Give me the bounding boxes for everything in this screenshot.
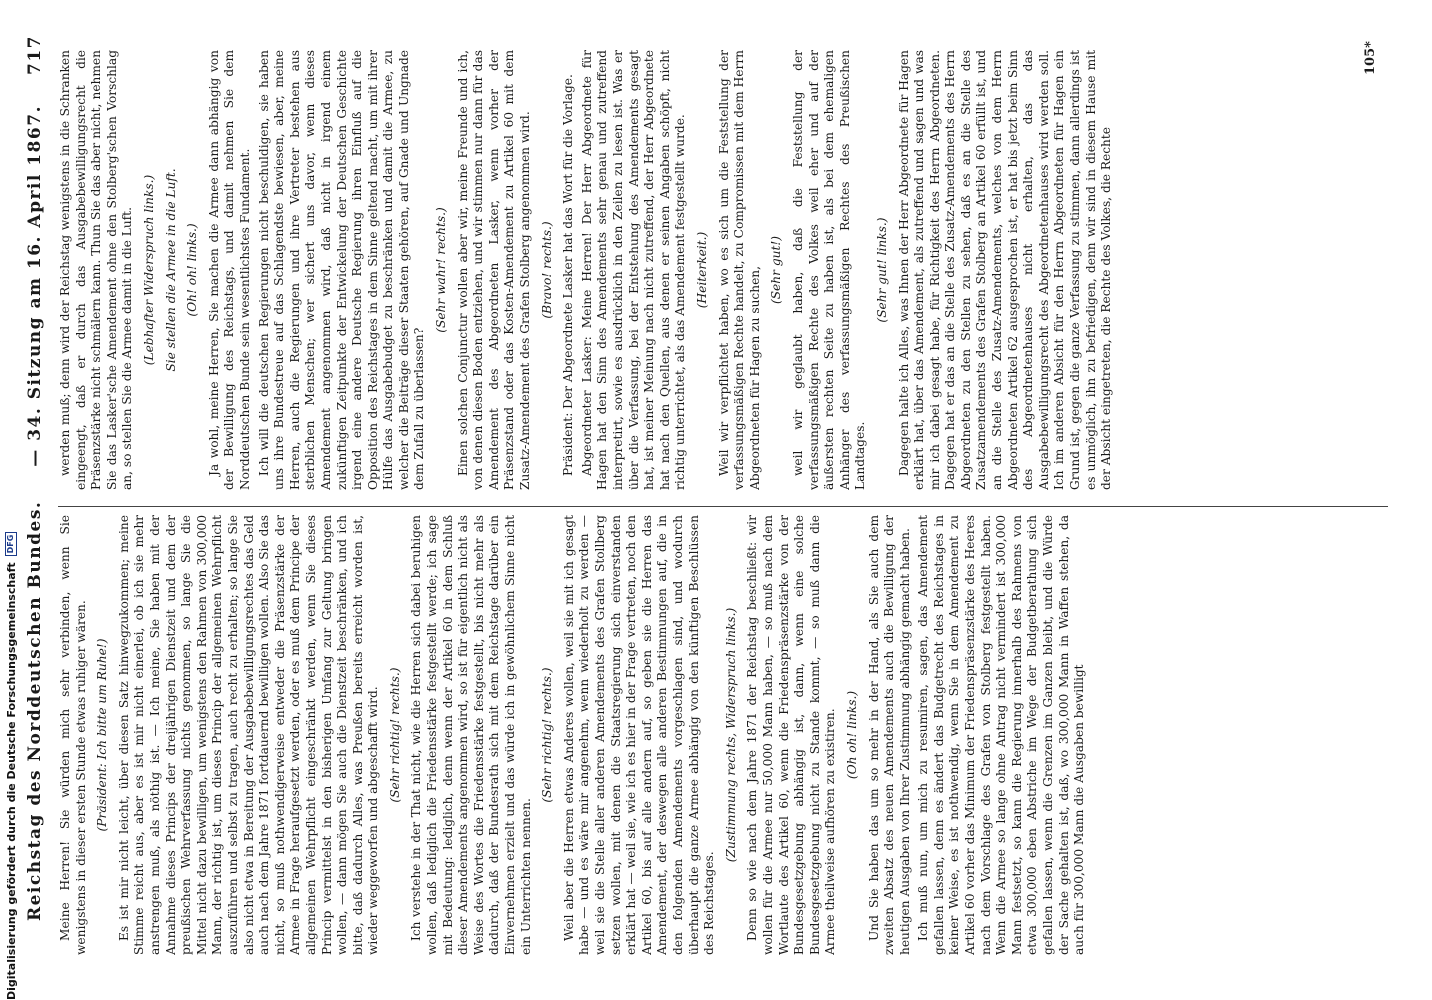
interjection-note: (Präsident: Ich bitte um Ruhe!) bbox=[95, 638, 110, 832]
running-header bbox=[18, 35, 52, 955]
body-paragraph: Abgeordneter Lasker: Meine Herren! Der Herr Abgeordnete für Hagen hat den Sinn des Amendements sehr genau und zutreffend interpretirt, sowie es ausdrücklich in den Zeilen zu lesen ist. Was er über die Verfassung, bei der Entstehung des Amendements gesagt hat, ist meiner Meinung nach nicht zutreffend, der Herr Abgeordnete hat nach den Quellen, aus denen er seinen Angaben schöpft, nicht richtig unterrichtet, als das Amendement festgestellt wurde. bbox=[579, 50, 688, 490]
interjection-note: (Lebhafter Widerspruch links.) bbox=[141, 174, 156, 366]
interjection-note: (Heiterkeit.) bbox=[694, 231, 709, 309]
interjection-note: (Sehr gut! links.) bbox=[874, 217, 889, 323]
interjection-note: (Sehr gut!) bbox=[769, 235, 784, 305]
body-paragraph: weil wir geglaubt haben, daß die Feststellung der verfassungsmäßigen Rechte des Volkes weil eher und auf der äußersten rechten Seite zu haben ist, als bei dem ehemaligen Anhänger des verfassungsmäßigen Rechtes des Preußischen Landtages. bbox=[790, 50, 868, 490]
header-session: — 34. Sitzung am 16. April 1867. bbox=[25, 105, 45, 467]
interjection-note: (Sehr richtig! rechts.) bbox=[540, 667, 555, 803]
rotated-page-content bbox=[18, 25, 1418, 975]
body-paragraph: Weil aber die Herren etwas Anderes wollen, weil sie mit ich gesagt habe — und es wäre mir angenehm, wenn wiederholt zu werden — weil sie die Stelle aller anderen Amendements des Grafen Stollberg setzen wollen, mit denen die Staatsregierung sich einverstanden erklärt hat — weil sie, wie ich es hier in der Frage vertreten, noch den Artikel 60, bis auf alle andern auf, so geben sie die Herren das Amendement, der deswegen alle anderen Bestimmungen auf, die in den folgenden Amendements vorgeschlagen sind, und wodurch überhaupt die ganze Armee abhängig von den künftigen Beschlüssen des Reichstages. bbox=[561, 515, 717, 955]
body-paragraph: Meine Herren! Sie würden mich sehr verbinden, wenn Sie wenigstens in dieser ersten Stunde etwas ruhiger wären. bbox=[58, 515, 88, 955]
interjection-note: (Zustimmung rechts, Widerspruch links.) bbox=[723, 607, 738, 863]
body-paragraph: Einen solchen Conjunctur wollen aber wir, meine Freunde und ich, von denen diesen Boden entziehen, und wir stimmen nur dann für das Amendement des Abgeordneten Lasker, wenn vorher der Präsenzstand oder das Kosten-Amendement zu Artikel 60 mit dem Zusatz-Amendement des Grafen Stolberg angenommen wird. bbox=[455, 50, 533, 490]
signature-mark: 105* bbox=[1363, 41, 1378, 75]
column-divider bbox=[58, 506, 1388, 507]
body-paragraph: Ich muß nun, um mich zu resumiren, sagen, das Amendement gefallen lassen, denn es ändert das Budgetrecht des Reichstages in keiner Weise, es ist nothwendig, wenn Sie in dem Amendement zu Artikel 60 vorher das Minimum der Friedenspräsenzstärke des Heeres nach dem Vorschlage des Grafen von Stolberg festgestellt haben. Wenn die Armee so lange ohne Antrag nicht vermindert ist 300,000 Mann festsetzt, so kann die Regierung innerhalb des Rahmens von etwa 300,000 eben Abstriche im Wege der Budgetberathung sich gefallen lassen, wenn die Grenzen im Ganzen bleibt, und die Würde der Sache gehalten ist, daß, wo 300,000 Mann in Waffen stehen, da auch für 300,000 Mann die Ausgaben bewilligt bbox=[916, 515, 1087, 955]
body-paragraph: Präsident: Der Abgeordnete Lasker hat das Wort für die Vorlage. bbox=[561, 74, 576, 476]
body-paragraph: Denn so wie nach dem Jahre 1871 der Reichstag beschließt: wir wollen für die Armee nur 50,000 Mann haben, — so muß nach dem Wortlaute des Artikel 60, wenn die Friedenspräsenzstärke von der Bundesgesetzgebung abhängig ist, dann, wenn eine solche Bundesgesetzgebung nicht zu Stande kommt, — so muß dann die Armee theilweise aufhören zu existiren. bbox=[745, 515, 838, 955]
body-paragraph: werden muß; denn wird der Reichstag wenigstens in die Schranken eingeengt, daß er durch das Ausgabebewilligungsrecht die Präsenzstärke nicht schmälern kann. Thun Sie das aber nicht, nehmen Sie das Lasker'sche Amendement ohne den Stolberg'schen Vorschlag an, so stellen Sie die Armee damit in die Luft. bbox=[58, 50, 135, 490]
body-paragraph: Weil wir verpflichtet haben, wo es sich um die Feststellung der verfassungsmäßigen Rechte handelt, zu Compromissen mit dem Herrn Abgeordneten für Hagen zu suchen, bbox=[716, 50, 762, 490]
header-page-number: 717 bbox=[25, 35, 45, 75]
body-paragraph: Ich will die deutschen Regierungen nicht beschuldigen, sie haben uns ihre Bundestreue auf das Schlagendste bewiesen, aber, meine Herren, auch die Regierungen und ihre Vertreter bestehen aus sterblichen Menschen; wer sichert uns davor, wenn dieses Amendement angenommen wird, daß nicht in irgend einem zukünftigen Zeitpunkte der Entwickelung der Deutschen Geschichte irgend eine andere Deutsche Regierung ihren Einfluß auf die Opposition des Reichstages in dem Sinne geltend macht, um mit ihrer Hülfe das Ausgabebudget zu beschränken und damit die Armee, zu welcher die Beiträge dieser Staaten gehören, auf Gnade und Ungnade dem Zufall zu überlassen? bbox=[256, 50, 427, 490]
body-paragraph: Ich verstehe in der That nicht, wie die Herren sich dabei beruhigen wollen, daß lediglich die Friedensstärke festgestellt werde; ich sage mit Bedeutung: lediglich, denn wenn der Artikel 60 in dem Schluß dieser Amendements angenommen wird, so ist für eigentlich nicht als Weise des Wortes die Friedensstärke festgestellt, bis nicht mehr als dadurch, daß der Bundesrath sich mit dem Reichstage darüber ein Einvernehmen erzielt und das würde ich in gewöhnlichem Sinne nicht ein Unterrichten nennen. bbox=[409, 515, 533, 955]
interjection-note: (Bravo! rechts.) bbox=[539, 221, 554, 319]
body-paragraph: Sie stellen die Armee in die Luft. bbox=[163, 168, 178, 372]
right-column bbox=[58, 50, 1398, 490]
body-paragraph: Es ist mir nicht leicht, über diesen Satz hinwegzukommen; meine Stimme reicht aus, aber es ist mir nicht einerlei, ob ich sie mehr anstrengen muß, als nöthig ist. — Ich meine, Sie haben mit der Annahme dieses Princips der dreijährigen Dienstzeit und dem der preußischen Wehrverfassung nichts genommen, so lange Sie die Mittel nicht dazu bewilligen, um wenigstens den Rahmen von 300,000 Mann, der richtig ist, um dieses Princip der allgemeinen Wehrpflicht auszuführen und selbst zu tragen, auch recht zu erhalten; so lange Sie also nicht etwa in Bereitung der Ausgabebewilligungsrechtes das Geld auch nach dem Jahre 1871 fortdauernd bewilligen wollen. Also Sie das nicht, so muß nothwendigerweise entweder die Präsenzstärke der Armee in Frage heraufgesetzt werden, oder es muß dem Principe der allgemeinen Wehrpflicht eingeschränkt werden, wenn Sie dieses Princip vermittelst in den bisherigen Umfang zur Geltung bringen wollen, — dann mögen Sie auch die Dienstzeit beschränken, und ich bitte, daß dadurch Alles, was Preußen bereits erreicht worden ist, wieder weggeworfen und abgeschafft wird. bbox=[116, 515, 381, 955]
body-paragraph: Ja wohl, meine Herren, Sie machen die Armee dann abhängig von der Bewilligung des Reichstags, und damit nehmen Sie dem Norddeutschen Bunde sein wesentlichstes Fundament. bbox=[206, 50, 252, 490]
dfg-logo: DFG bbox=[5, 532, 17, 557]
left-column bbox=[58, 515, 1398, 955]
digitization-credit bbox=[4, 400, 18, 1000]
header-title: Reichstag des Norddeutschen Bundes. bbox=[25, 500, 45, 922]
credit-text: Digitalisierung gefördert durch die Deutsche Forschungsgemeinschaft bbox=[4, 562, 18, 1000]
body-paragraph: Dagegen halte ich Alles, was Ihnen der Herr Abgeordnete für Hagen erklärt hat, über das Amendement, als zutreffend und sagen und was mir ich dabei gesagt habe, für Richtigkeit des Herrn Abgeordneten. Dagegen hat er das an die Stelle des Zusatz-Amendements des Herrn Abgeordneten zu den Stellen zu sehen, daß es an die Stelle des Zusatzamendements des Grafen Stolberg an Artikel 60 erfüllt ist, und an die Stelle des Zusatz-Amendements, welches von dem Herrn Abgeordneten Artikel 62 ausgesprochen ist, er hat bis jetzt beim Sinn des Abgeordnetenhauses nicht erhalten, das das Ausgabebewilligungsrecht des Abgeordnetenhauses wird werden soll. Ich im anderen Absicht für den Herrn Abgeordneten für Hagen ein Grund ist, gegen die ganze Verfassung zu stimmen, dann allerdings ist es unmöglich, ihn zu befriedigen, denn wir sind in diesem Hause mit der Absicht eingetreten, die Rechte des Volkes, die Rechte bbox=[896, 50, 1114, 490]
interjection-note: (Oh oh! links.) bbox=[844, 690, 859, 780]
interjection-note: (Oh! oh! links.) bbox=[185, 223, 200, 317]
interjection-note: (Sehr wahr! rechts.) bbox=[434, 207, 449, 333]
body-paragraph: Und Sie haben das um so mehr in der Hand, als Sie auch dem zweiten Absatz des neuen Amendements auch die Bewilligung der heutigen Ausgaben von Ihrer Zustimmung abhängig gemacht haben. bbox=[866, 515, 912, 955]
interjection-note: (Sehr richtig! rechts.) bbox=[387, 667, 402, 803]
